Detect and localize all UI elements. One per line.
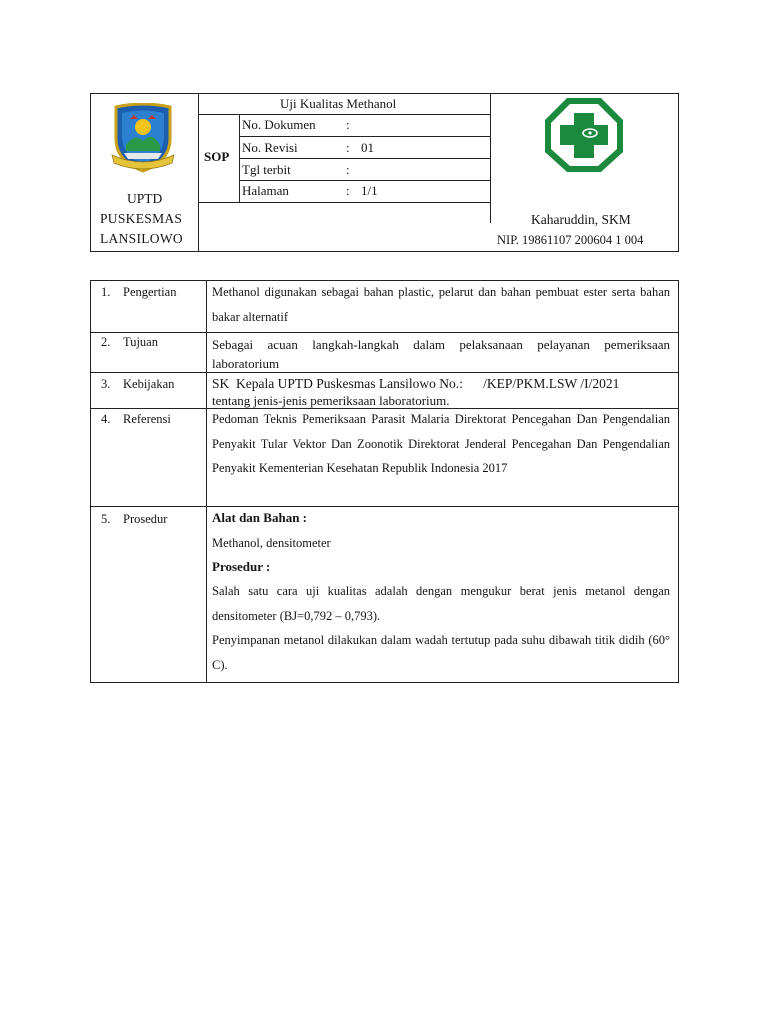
field-value-halaman: 1/1 <box>361 183 378 198</box>
row-label-pengertian: Pengertian <box>123 285 177 299</box>
field-label-tgl-terbit: Tgl terbit <box>242 162 291 177</box>
row-text-tujuan: Sebagai acuan langkah-langkah dalam pelaksanaan pelayanan pemeriksaan laboratorium <box>212 337 670 371</box>
heading-alat-dan-bahan: Alat dan Bahan : <box>212 510 307 525</box>
field-colon: : <box>346 162 350 177</box>
signer-name: Kaharuddin, SKM <box>531 212 631 227</box>
text-alat-dan-bahan: Methanol, densitometer <box>212 536 331 550</box>
field-colon: : <box>346 117 350 132</box>
field-label-no-revisi: No. Revisi <box>242 140 298 155</box>
row-text-referensi: Pedoman Teknis Pemeriksaan Parasit Malaria Direktorat Pencegahan Dan Pengendalian Penyakit Tular Vektor Dan Zoonotik Direktorat Jenderal Pencegahan Dan Pengendalian Penyakit Kementerian Kesehatan Republik Indonesia 2017 <box>212 412 670 475</box>
field-label-halaman: Halaman <box>242 183 289 198</box>
document-title: Uji Kualitas Methanol <box>280 96 397 111</box>
org-name-line1: UPTD <box>127 191 163 206</box>
field-colon: : <box>346 183 350 198</box>
text-prosedur-1: Salah satu cara uji kualitas adalah dengan mengukur berat jenis metanol dengan densitometer (BJ=0,792 – 0,793). <box>212 584 670 623</box>
row-label-kebijakan: Kebijakan <box>123 377 175 391</box>
row-label-referensi: Referensi <box>123 412 171 426</box>
signer-nip: NIP. 19861107 200604 1 004 <box>497 233 644 247</box>
field-value-no-revisi: 01 <box>361 140 374 155</box>
org-name-line3: LANSILOWO <box>100 231 183 246</box>
row-number: 4. <box>101 412 111 426</box>
row-text-kebijakan-line1: SK Kepala UPTD Puskesmas Lansilowo No.: /KEP/PKM.LSW /I/2021 <box>212 376 620 391</box>
puskesmas-logo <box>543 94 625 174</box>
heading-prosedur: Prosedur : <box>212 559 271 574</box>
row-number: 1. <box>101 285 111 299</box>
row-number: 5. <box>101 512 111 526</box>
row-text-pengertian: Methanol digunakan sebagai bahan plastic, pelarut dan bahan pembuat ester serta bahan bakar alternatif <box>212 285 670 324</box>
row-label-prosedur: Prosedur <box>123 512 168 526</box>
row-text-kebijakan-line2: tentang jenis-jenis pemeriksaan laboratorium. <box>212 393 450 408</box>
row-number: 2. <box>101 335 111 349</box>
field-colon: : <box>346 140 350 155</box>
row-label-tujuan: Tujuan <box>123 335 158 349</box>
text-prosedur-2: Penyimpanan metanol dilakukan dalam wadah tertutup pada suhu dibawah titik didih (60° C). <box>212 633 670 672</box>
org-name-line2: PUSKESMAS <box>100 211 183 226</box>
sop-label: SOP <box>204 149 230 164</box>
regency-emblem-logo <box>110 103 176 173</box>
field-label-no-dokumen: No. Dokumen <box>242 117 316 132</box>
row-number: 3. <box>101 377 111 391</box>
